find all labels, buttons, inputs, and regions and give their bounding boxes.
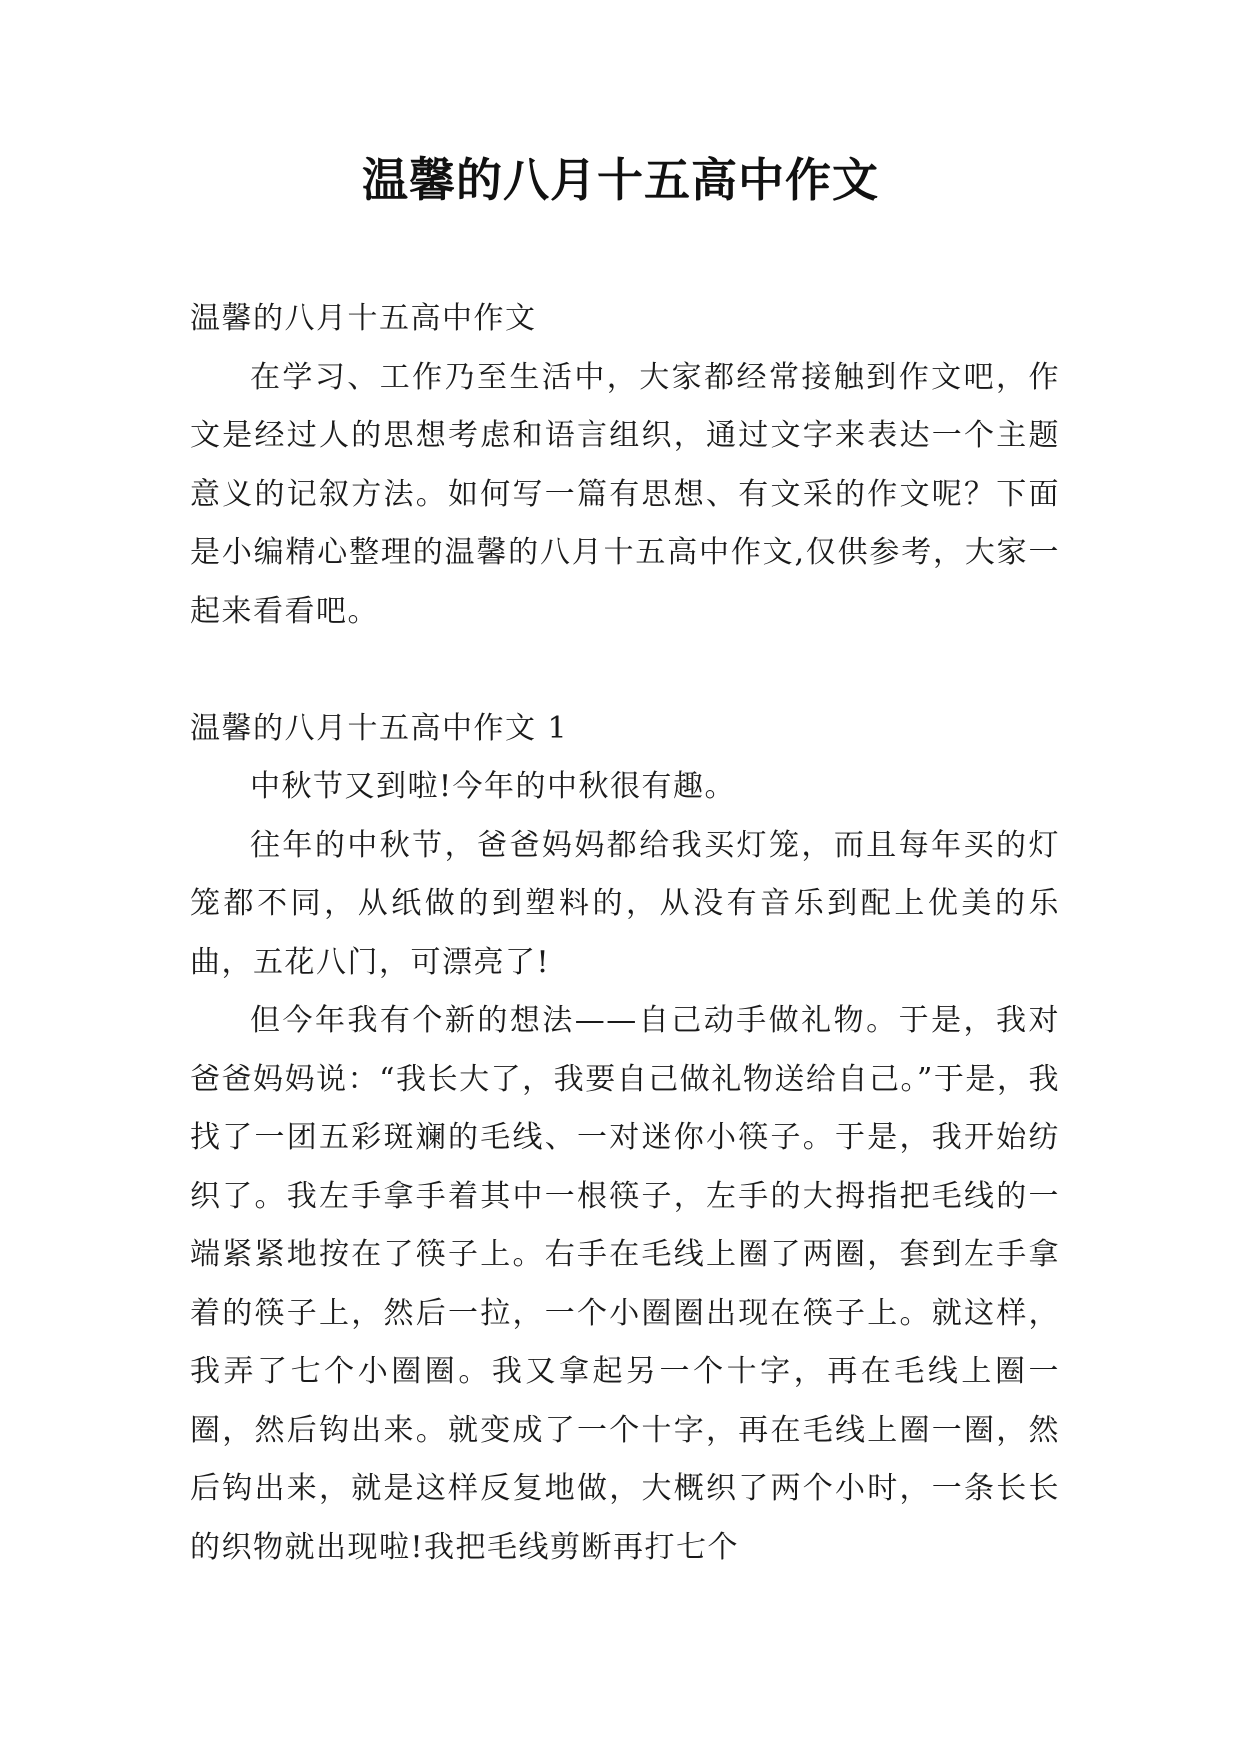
document-title: 温馨的八月十五高中作文 bbox=[362, 153, 879, 207]
document-body bbox=[190, 290, 1060, 1577]
subtitle-heading: 温馨的八月十五高中作文 bbox=[190, 301, 537, 336]
paragraph-3: 但今年我有个新的想法——自己动手做礼物。于是，我对爸爸妈妈说：“我长大了，我要自己做礼物送给自己。”于是，我找了一团五彩斑斓的毛线、一对迷你小筷子。于是，我开始纺织了。我左手拿手着其中一根筷子，左手的大拇指把毛线的一端紧紧地按在了筷子上。右手在毛线上圈了两圈，套到左手拿着的筷子上，然后一拉，一个小圈圈出现在筷子上。就这样，我弄了七个小圈圈。我又拿起另一个十字，再在毛线上圈一圈，然后钩出来。就变成了一个十字，再在毛线上圈一圈，然后钩出来，就是这样反复地做，大概织了两个小时，一条长长的织物就出现啦!我把毛线剪断再打七个 bbox=[190, 1003, 1060, 1565]
paragraph-1: 中秋节又到啦!今年的中秋很有趣。 bbox=[250, 769, 737, 804]
section-heading: 温馨的八月十五高中作文 1 bbox=[190, 710, 569, 746]
intro-paragraph: 在学习、工作乃至生活中，大家都经常接触到作文吧，作文是经过人的思想考虑和语言组织，通过文字来表达一个主题意义的记叙方法。如何写一篇有思想、有文采的作文呢？下面是小编精心整理的温馨的八月十五高中作文,仅供参考，大家一起来看看吧。 bbox=[190, 359, 1060, 629]
section-spacer bbox=[190, 641, 1060, 700]
paragraph-2: 往年的中秋节，爸爸妈妈都给我买灯笼，而且每年买的灯笼都不同，从纸做的到塑料的，从没有音乐到配上优美的乐曲，五花八门，可漂亮了! bbox=[190, 827, 1060, 980]
